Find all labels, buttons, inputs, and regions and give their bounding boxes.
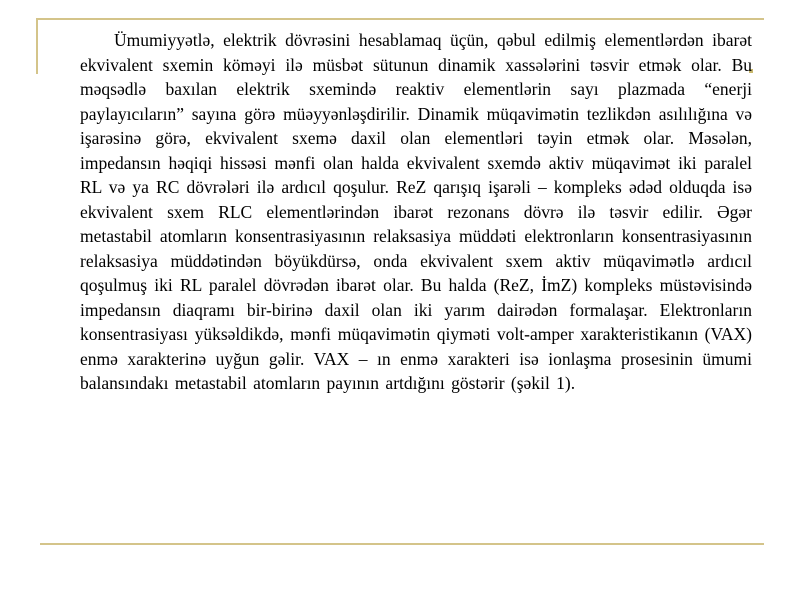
top-rule [36,18,764,20]
bottom-rule [40,543,764,545]
body-paragraph: Ümumiyyətlə, elektrik dövrəsini hesablamaq üçün, qəbul edilmiş elementlərdən ibarət ekvivalent sxemin köməyi ilə müsbət sütunun dinamik xassələrini təsvir etmək olar. Bu məqsədlə baxılan elektrik sxemində reaktiv elementlərin sayı plazmada “enerji paylayıcıların” sayına görə müəyyənləşdirilir. Dinamik müqavimətin tezlikdən asılılığına və işarəsinə görə, ekvivalent sxemə daxil olan elementləri təyin etmək olar. Məsələn, impedansın həqiqi hissəsi mənfi olan halda ekvivalent sxemdə aktiv müqavimət iki paralel RL və ya RC dövrələri ilə ardıcıl qoşulur. ReZ qarışıq işarəli – kompleks ədəd olduqda isə ekvivalent sxem RLC elementlərindən ibarət rezonans dövrə ilə təsvir edilir. Əgər metastabil atomların konsentrasiyasının relaksasiya müddəti elektronların konsentrasiyasının relaksasiya müddətindən böyükdürsə, onda ekvivalent sxem aktiv müqavimətlə ardıcıl qoşulmuş iki RL paralel dövrədən ibarət olar. Bu halda (ReZ, İmZ) kompleks müstəvisində impedansın diaqramı bir-birinə daxil olan iki yarım dairədən formalaşar. Elektronların konsentrasiyası yüksəldikdə, mənfi müqavimətin qiyməti volt-amper xarakteristikanın (VAX) enmə xarakterinə uyğun gəlir. VAX – ın enmə xarakteri isə ionlaşma prosesinin ümumi balansındakı metastabil atomların payının artdığını göstərir (şəkil 1). [80,30,752,393]
left-rule [36,18,38,74]
